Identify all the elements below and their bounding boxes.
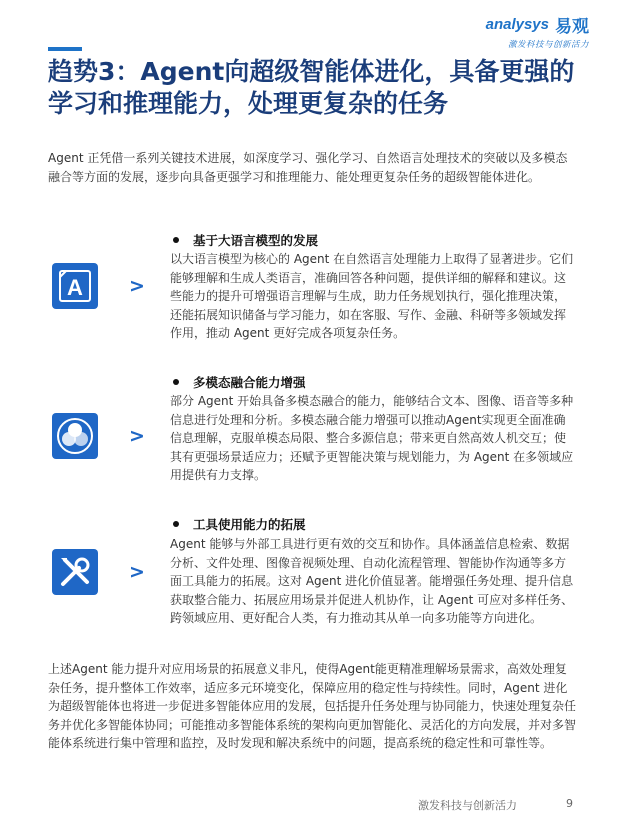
chevron-right-icon: >	[129, 425, 145, 447]
multimodal-circles-icon	[52, 413, 98, 459]
section-heading-text: 工具使用能力的拓展	[193, 517, 306, 532]
chevron-right-icon: >	[129, 275, 145, 297]
icon-letter: A	[67, 275, 83, 300]
brand-logo	[486, 12, 589, 50]
title-accent-bar	[48, 47, 82, 51]
conclusion-paragraph: 上述Agent 能力提升对应用场景的拓展意义非凡，使得Agent能更精准理解场景需求，高效处理复杂任务，提升整体工作效率，适应多元环境变化，保障应用的稳定性与持续性。同时，Agent 进化为超级智能体也将进一步促进多智能体应用的发展，包括提升任务处理与协同能力，快速处理复杂任务并优化多智能体协同；可能推动多智能体系统的架构向更加智能化、灵活化的方向发展，并对多智能体系统进行集中管理和监控，及时发现和解决系统中的问题，提高系统的稳定性和可靠性等。	[48, 662, 577, 750]
footer-slogan: 激发科技与创新活力	[418, 799, 517, 812]
bullet-dot	[173, 379, 179, 385]
section-body: 以大语言模型为核心的 Agent 在自然语言处理能力上取得了显著进步。它们能够理解和生成人类语言，准确回答各种问题，提供详细的解释和建议。这些能力的提升可增强语言理解与生成，助力任务规划执行，强化推理决策，还能拓展知识储备与学习能力，如在客服、写作、金融、科研等多领域发挥作用，推动 Agent 更好完成各项复杂任务。	[170, 252, 574, 340]
bullet-dot	[173, 237, 179, 243]
page-number: 9	[566, 797, 573, 810]
logo-slogan: 激发科技与创新活力	[507, 40, 589, 50]
section-body: Agent 能够与外部工具进行更有效的交互和协作。具体涵盖信息检索、数据分析、文件处理、图像音视频处理、自动化流程管理、智能协作沟通等多方面工具能力的拓展。这对 Agent 进化价值显著。能增强任务处理、提升信息获取整合能力、拓展应用场景并促进人机协作，让 Agent 可应对多样任务、跨领域应用、更好配合人类，有力推动其从单一向多功能等方向进化。	[170, 537, 574, 625]
letter-a-icon	[52, 263, 98, 309]
tools-icon	[52, 549, 98, 595]
intro-paragraph: Agent 正凭借一系列关键技术进展，如深度学习、强化学习、自然语言处理技术的突破以及多模态融合等方面的发展，逐步向具备更强学习和推理能力、能处理更复杂任务的超级智能体进化。	[48, 151, 568, 184]
logo-wordmark: analysys	[485, 16, 549, 33]
section-body: 部分 Agent 开始具备多模态融合的能力，能够结合文本、图像、语音等多种信息进行处理和分析。多模态融合能力增强可以推动Agent实现更全面准确信息理解，克服单模态局限、整合多源信息；带来更自然高效人机交互；使其有更强场景适应力；还赋予更智能决策与规划能力，为 Agent 在多领域应用提供有力支撑。	[170, 394, 574, 482]
section-heading	[173, 231, 318, 249]
bullet-dot	[173, 521, 179, 527]
section-heading	[173, 515, 306, 533]
logo-chinese-name: 易观	[555, 17, 589, 37]
section-heading	[173, 373, 306, 391]
page-title: 趋势3：Agent向超级智能体进化，具备更强的学习和推理能力，处理更复杂的任务	[48, 57, 575, 118]
section-heading-text: 多模态融合能力增强	[193, 375, 306, 390]
section-heading-text: 基于大语言模型的发展	[193, 233, 319, 248]
chevron-right-icon: >	[129, 561, 145, 583]
